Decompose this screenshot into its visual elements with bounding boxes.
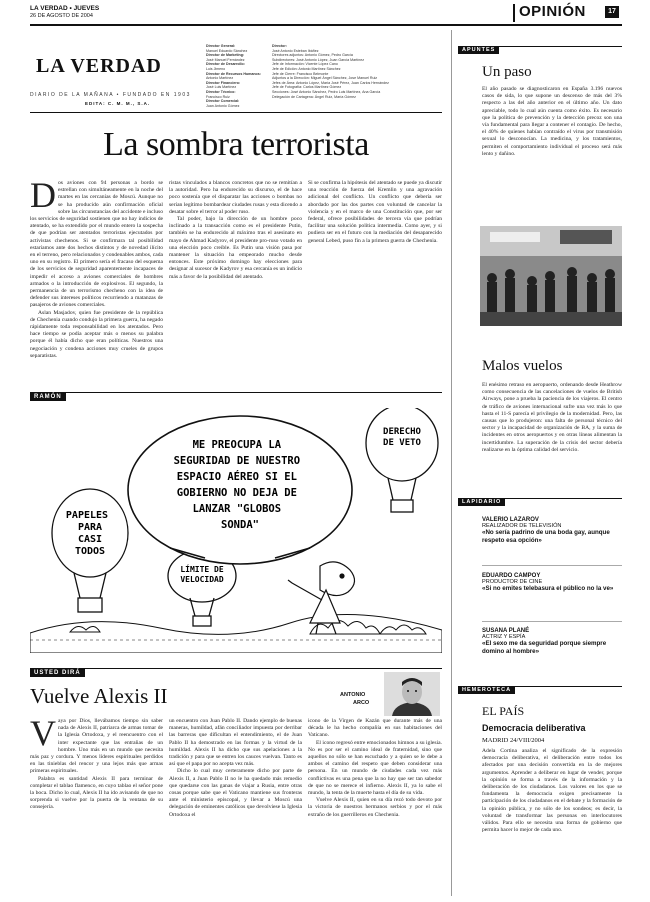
staff-line: Subdirectores: José Antonio López, Juan García Martínez bbox=[272, 57, 365, 62]
header-paper-day: LA VERDAD • JUEVES bbox=[30, 5, 100, 12]
editorial-col3 bbox=[308, 180, 442, 387]
staff-line: Secciones: José Antonio Sánchez, Pedro Luis Martínez, Ana García bbox=[272, 89, 381, 94]
staff-line: Director Comercial: bbox=[206, 99, 240, 104]
column-col3-text2: El icono regresó entre emocionados himnos a su iglesia. No es por ser el camino ideal de fraternidad, sino que aquellos no sólo se han escuchado y a quien se le debe a ambos el camino del respeto que deben considerar una persona. En un mundo de ciudades cada vez más conflictivas es una pena que la no hay que ser tan sabedor de que no se merece el infierno. Alexis II, ya lo sabe el mundo, la tenta de la muerte hasta el día de su vida. bbox=[308, 739, 442, 797]
lapidario-quote-2 bbox=[482, 573, 622, 593]
lapidario-quote-3 bbox=[482, 628, 622, 656]
cartoon-illustration bbox=[30, 408, 442, 653]
staff-line: Luis Jimeno bbox=[206, 66, 226, 71]
masthead-logo: LA VERDAD bbox=[36, 55, 162, 77]
hemeroteca-source: EL PAÍS bbox=[482, 704, 525, 718]
editorial-col1-text2: Aslan Masjadov, quien fue presidente de la república de Chechenia cuando condujo la primera guerra, ha negado rápidamente toda responsabilidad en los atentados. Pero hace tiempo se podía aceptar más o menos su palabra porque él había dicho que eran políticas. Nuestros una negociación y condena acciones muy crueles de grupos separatistas. bbox=[30, 309, 163, 359]
editorial-col2-text: ristas vinculados a blancos concretos que no se remitían a la autoridad. Pero ha endurecido su discurso, el de hace poco sostenía que el disparatar las acciones o bombas no serían legítimo bombardear ciudades rusas y esta dicendo a desatar sobre el terror al poder ruso. bbox=[169, 180, 302, 215]
quote-text: «No sería padrino de una boda gay, aunque respeto esa opción» bbox=[482, 529, 610, 544]
column-col2-text2: Dicho lo cual muy certeramente dicho por parte de Alexis II, a Juan Pablo II no le ha quedado más remedio que quedarse con las ganas de viajar a Rusia, entre otras cosas porque sabe que el Vaticano mantiene sus fronteras ante el ministerio episcopal, y llevar a Moscú una delegación de eminentes católicos que devolviese la Iglesia Ortodoxa el bbox=[169, 768, 302, 818]
column-col2 bbox=[169, 718, 302, 896]
balloon-big-text: ME PREOCUPA LA SEGURIDAD DE NUESTRO ESPACIO AÉREO SI EL GOBIERNO NO DEJA DE LANZAR "GLOBOS SONDA" bbox=[173, 439, 301, 531]
quote-text: «Si no emites telebasura el público no la ve» bbox=[482, 585, 614, 592]
staff-line: Director General: bbox=[206, 44, 236, 48]
staff-line: Director Técnico: bbox=[206, 89, 236, 94]
quote-divider bbox=[482, 565, 622, 566]
column-top-rule bbox=[30, 668, 442, 669]
staff-line: José Luis Martínez bbox=[206, 85, 237, 90]
column-author-first: ANTONIO bbox=[340, 692, 366, 698]
quote-name: EDUARDO CAMPOY bbox=[482, 573, 541, 579]
column-dropcap: V bbox=[30, 718, 56, 753]
staff-line: Director: bbox=[272, 44, 287, 48]
column-col1 bbox=[30, 718, 163, 896]
balloon-left-text: PAPELES PARA CASI TODOS bbox=[65, 510, 109, 557]
staff-line: Director de Desarrollo: bbox=[206, 62, 245, 67]
header-rule bbox=[30, 24, 622, 26]
column-label: USTED DIRÁ bbox=[30, 669, 85, 677]
column-author-last: ARCO bbox=[353, 700, 370, 706]
staff-line: Manuel Eduardo Sánchez bbox=[206, 48, 248, 53]
quote-role: ACTRIZ Y ESPÍA bbox=[482, 634, 526, 640]
lapidario-label: LAPIDARIO bbox=[458, 498, 505, 506]
hemeroteca-label: HEMEROTECA bbox=[458, 686, 515, 694]
section-title: OPINIÓN bbox=[519, 3, 586, 20]
staff-line: Director Financiero: bbox=[206, 80, 241, 85]
staff-line: Jefe de Edición: Antonio Martínez Sánchez bbox=[272, 66, 341, 71]
column-col1-text2: Palabra es santidad Alexis II para terminar de completar el tablao flamenco, en cuyo tablao el señor pone la boca. Dicho lo cual, Alexis II ha ido avisando de que no sorprenda si vuelve por la puerta de la ventana de su consejería. bbox=[30, 775, 163, 811]
quote-name: VALERIO LAZAROV bbox=[482, 517, 539, 523]
editorial-col2 bbox=[169, 180, 302, 387]
masthead-editor-line: EDITA: C. M. M., S.A. bbox=[85, 101, 151, 106]
staff-line: Delegación de Cartagena: Ángel Ruiz, María Gómez bbox=[272, 94, 356, 99]
quote-role: PRODUCTOR DE CINE bbox=[482, 579, 543, 585]
staff-line: Directores adjuntos: Antonio Gómez, Pedro García bbox=[272, 53, 353, 58]
column-col3-text: icono de la Virgen de Kazán que durante más de una década le ha hecho compañía en sus habitaciones del Vaticano. bbox=[308, 718, 442, 739]
hemeroteca-date: MADRID 24/VIII/2004 bbox=[482, 737, 545, 744]
cartoon-top-rule bbox=[30, 392, 442, 393]
hemeroteca-text: Adela Cortina analiza el significado de la expresión democracia deliberativa, el deliberación entre todos los afectados por una decisión convertida en la de mejores argumentos. Aprender a deliberar en lugar de vender, porque la opinión se forma a través de la información y la deliberación de los ciudadanos. Los valores en los que se fundamenta la democracia exigen precisamente la participación de los ciudadanos en el debate y la formación de la opinión pública, y no sólo de los sondeos; es decir, la voluntad de transformar las personas en interlocutores válidos. Para ello se necesita una forma de gobierno que permita hacer lo mejor de cada uno. bbox=[482, 748, 622, 834]
editorial-col2-text2: Tal poder, bajo la dirección de un hombre poco inclinado a la transacción como es el presidente Putin, también se ha endurecido al máximo tras el asesinato en mayo de Ahmad Kadyrov, el presidente pro-ruso votado en una elección poco creíble. Es Putin una visión pasa por mantener la situación ha empeorado mucho desde entonces. Este próximo domingo hay elecciones para designar al sucesor de Kadyrov y esa cercanía es un indicio más a favor de la posibilidad del atentado. bbox=[169, 216, 302, 280]
apuntes-label: APUNTES bbox=[458, 46, 499, 54]
staff-line: Jefes de Área: Antonio López, María José Pérez, Juan Carlos Hernández bbox=[272, 80, 389, 85]
editorial-dropcap: D bbox=[30, 180, 56, 215]
staff-line: Adjuntos a la Dirección: Miguel Ángel Sánchez, Jose Manuel Ruiz bbox=[272, 76, 378, 81]
quote-name: SUSANA PLANÉ bbox=[482, 628, 530, 634]
masthead-bottom-rule bbox=[30, 112, 442, 113]
masthead-staff-col1 bbox=[206, 44, 266, 108]
staff-line: Director de Marketing: bbox=[206, 53, 245, 58]
apuntes-text1: El año pasado se diagnosticaron en España 3.196 nuevos casos de sida, lo que supone un descenso de más del 3% respecto a las del año anterior en el último año. Un dato apreciable, todo lo cual aún cuenta como éxito. Es necesario que la política de prevención y la detección precoz son una vía fundamental para llegar a contener el contagio. De hecho, el 40% de quienes habían contraído el virus por transmisión sexual lo desconocían. La medicina, y los tratamientos, permiten el comportamiento individual el proceso será más lento y dañino. bbox=[482, 86, 622, 157]
column-col1-text: aya por Dios, llevábamos tiempo sin saber nada de Alexis II, patriarca de armas tomar de la Iglesia Ortodoxa, y el reencuentro con el inter expectante que las entrañas de un hombre. Uno más en un mundo que necesita más paz y cordura. Y menos líderes espirituales perdidos en las tinieblas del rencor y una lejos más que armas primeras espirituales. bbox=[30, 718, 163, 775]
staff-line: José Antonio Esteban Ibáñez bbox=[272, 48, 319, 53]
balloon-right bbox=[366, 408, 438, 512]
editorial-col1-text: os aviones con 94 personas a bordo se estrellan con simultáneamente en la noche del martes en las cercanías de Moscú. Aunque no se ha producido aún confirmación oficial sobre las circunstancias del accidente e incluso los servicios de seguridad sostienen que no hay indicios de atentado, se ha extendido por el mundo entero la sospecha de que podrían ser atentados terroristas ejecutados por activistas chechenos. Si se confirmara tal posibilidad estaríamos ante dos hechos distintos y de novedad ilícito en el terreno, pero relacionados y condenables ambos, cada uno en su registro. El primero sería el fracaso del esquema de los servicios de seguridad aparentemente incapaces de impedir el acceso a aviones comerciales de hombres armados o la introducción de explosivos. El segundo, la permanencia de un terrorismo checheno con la idea de defender sus intereses políticos recurriendo a matanzas de pasajeros de aviones comerciales. bbox=[30, 180, 163, 309]
masthead-staff-col2 bbox=[272, 44, 442, 99]
cartoon-label: RAMÓN bbox=[30, 393, 66, 401]
editorial-col1 bbox=[30, 180, 163, 387]
staff-line: Jefe de Información: Vicente López Cano bbox=[272, 62, 338, 67]
quote-role: REALIZADOR DE TELEVISIÓN bbox=[482, 523, 562, 529]
staff-line: Antonio Martínez bbox=[206, 76, 234, 81]
apuntes-text2: El enésimo retraso en aeropuerto, ordenando desde Heathrow como consecuencia de las cancelaciones de vuelos de British Airways, pone a prueba la paciencia de los viajeros. El centro de tráfico de aviones internacional sufre una vez más lo que hasta el 11-S parecía el privilegio de la modernidad. Pero, las causas que lo produjeron: una falta de personal técnico del sector y la incapacidad de organización de BA, y la suma de incidentes en otros aeropuertos y en otras líneas alimentan la incertidumbre. La superación de la crisis del sector debería realizarse en la óptima calidad del servicio. bbox=[482, 382, 622, 453]
staff-line: Director de Recursos Humanos: bbox=[206, 71, 261, 76]
page-number: 17 bbox=[605, 6, 619, 18]
balloon-bottom-text: LÍMITE DE VELOCIDAD bbox=[180, 565, 224, 584]
apuntes-title1: Un paso bbox=[482, 64, 532, 80]
apuntes-title2: Malos vuelos bbox=[482, 358, 563, 374]
quote-divider bbox=[482, 621, 622, 622]
column-col2-text: un encuentro con Juan Pablo II. Dando ejemplo de buenas maneras, humildad, afán conciliador impuesta por derribar las barreras que dificultan el entendimiento, el de Juan Pablo II ha demostrado en las formas y la virtud de la humildad. Alexis II ha dicho que sus apelaciones a la tradición y para que se entren los cauces vuelvan. Tanto es así que el papa por no acepta vez más. bbox=[169, 718, 302, 768]
balloon-right-text: DERECHO DE VETO bbox=[383, 427, 421, 448]
column-col3 bbox=[308, 718, 442, 896]
staff-line: Francisco Ruiz bbox=[206, 94, 230, 99]
editorial-col3-text: Si se confirma la hipótesis del atentado se puede ya discutir una reacción de fuerza del Kremlin y una agravación adicional del conflicto. Un conflicto que debería ser abordado por las dos partes con voluntad de cancelar la violencia y en el marco de una Constitución que, por ser federal, ofrece posibilidades de tercera vía que podrían facilitar una solución política intermedia. Como ayer, y si pudiera ser en el futuro con la mediación del desaparecido general Lebed, puso fin a la primera guerra de Chechenia. bbox=[308, 180, 442, 244]
column-col3-text3: Vuelve Alexis II, quien en su día rezó todo devoto por la victoria de nuestros hermanos serbios y por el más extraño de los guerrilleros en Chechenia. bbox=[308, 797, 442, 818]
header-date: 26 DE AGOSTO DE 2004 bbox=[30, 13, 93, 19]
header-divider bbox=[513, 4, 515, 22]
airport-photo bbox=[480, 226, 622, 326]
column-headline: Vuelve Alexis II bbox=[30, 684, 168, 708]
author-avatar bbox=[384, 672, 440, 716]
lapidario-quote-1 bbox=[482, 517, 622, 545]
sidebar-divider bbox=[451, 30, 452, 896]
staff-line: Jefe de Cierre: Francisco Belmonte bbox=[272, 71, 329, 76]
masthead-tagline: DIARIO DE LA MAÑANA • FUNDADO EN 1903 bbox=[30, 92, 191, 98]
staff-line: José Manuel Fernández bbox=[206, 57, 245, 62]
hemeroteca-title: Democracia deliberativa bbox=[482, 723, 586, 733]
staff-line: Jefe de Fotografía: Carlos Martínez Gómez bbox=[272, 85, 342, 90]
quote-text: «El sexo me da seguridad porque siempre domino al hombre» bbox=[482, 640, 607, 655]
staff-line: Juan Antonio Gómez bbox=[206, 103, 240, 108]
editorial-headline: La sombra terrorista bbox=[103, 126, 369, 163]
